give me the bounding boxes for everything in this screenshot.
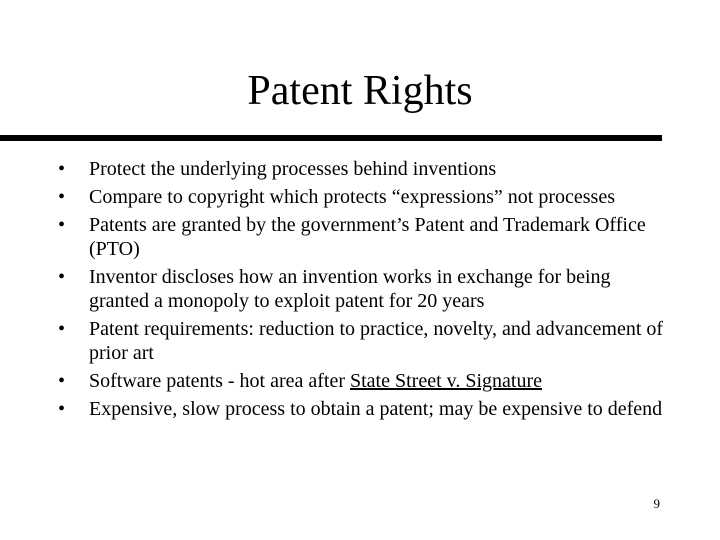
bullet-text: Protect the underlying processes behind inventions: [89, 158, 497, 180]
bullet-text: Compare to copyright which protects “expressions” not processes: [89, 186, 615, 208]
bullet-marker: •: [58, 186, 66, 208]
bullet-item: [58, 213, 668, 261]
bullet-marker: •: [58, 318, 66, 340]
bullet-text: Software patents - hot area after: [89, 370, 350, 392]
bullet-item: [58, 397, 668, 421]
bullet-item: [58, 265, 668, 313]
case-link-state-street[interactable]: State Street v. Signature: [350, 370, 542, 392]
bullet-marker: •: [58, 370, 66, 392]
bullet-marker: •: [58, 398, 66, 420]
page-number: 9: [653, 496, 660, 511]
bullet-item: [58, 369, 668, 393]
bullet-text: Expensive, slow process to obtain a patent; may be expensive to defend: [89, 398, 663, 420]
bullet-item: [58, 317, 668, 365]
bullet-text: Patent requirements: reduction to practice, novelty, and advancement of prior art: [89, 318, 664, 364]
title-divider: [0, 135, 662, 141]
bullet-marker: •: [58, 158, 66, 180]
bullet-item: [58, 185, 668, 209]
bullet-marker: •: [58, 266, 66, 288]
bullet-item: [58, 157, 668, 181]
bullet-text: Inventor discloses how an invention works in exchange for being granted a monopoly to exploit patent for 20 years: [89, 266, 611, 312]
slide-title: Patent Rights: [247, 68, 473, 114]
bullet-marker: •: [58, 214, 66, 236]
bullet-text: Patents are granted by the government’s Patent and Trademark Office (PTO): [89, 214, 646, 260]
bullet-list: [58, 157, 668, 425]
